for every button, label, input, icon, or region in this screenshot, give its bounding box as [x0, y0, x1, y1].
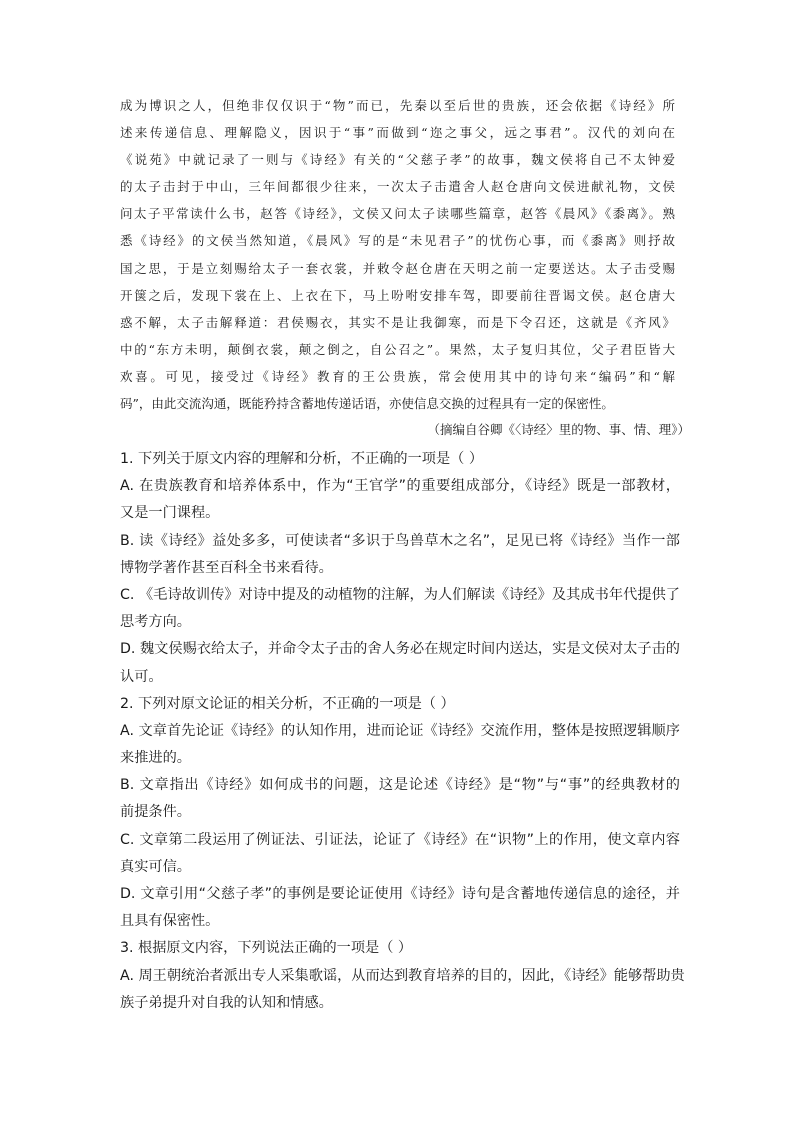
option-a [120, 718, 680, 772]
option-a [120, 473, 680, 527]
passage-line: 述来传递信息、理解隐义，因识于“事”而做到“迩之事父，远之事君”。汉代的刘向在 [120, 125, 675, 141]
option-line: 思考方向。 [120, 614, 191, 631]
passage-line: 惑不解，太子击解释道：君侯赐衣，其实不是让我御寒，而是下令召还，这就是《齐风》 [120, 314, 675, 330]
option-line: A. 文章首先论证《诗经》的认知作用，进而论证《诗经》交流作用，整体是按照逻辑顺序 [120, 722, 680, 739]
question-stem: 1. 下列关于原文内容的理解和分析，不正确的一项是（ ） [120, 451, 484, 467]
question-1 [120, 446, 680, 691]
question-3 [120, 935, 685, 1017]
option-line: A. 周王朝统治者派出专人采集歌谣，从而达到教育培养的目的，因此，《诗经》能够帮助贵 [120, 967, 685, 984]
option-line: 前提条件。 [120, 804, 191, 821]
option-c [120, 827, 680, 881]
option-line: B. 文章指出《诗经》如何成书的问题，这是论述《诗经》是“物”与“事”的经典教材的 [120, 777, 680, 794]
passage-line: 欢喜。可见，接受过《诗经》教育的王公贵族，常会使用其中的诗句来“编码”和“解 [120, 368, 675, 384]
option-line: B. 读《诗经》益处多多，可使读者“多识于鸟兽草木之名”，足见已将《诗经》当作一部 [120, 532, 680, 549]
option-line: 真实可信。 [120, 858, 191, 875]
option-b [120, 772, 680, 826]
option-b [120, 528, 680, 582]
option-line: 认可。 [120, 668, 163, 685]
passage-line: 的太子击封于中山，三年间都很少往来，一次太子击遣舍人赵仓唐向文侯进献礼物，文侯 [120, 179, 675, 195]
option-c [120, 582, 680, 636]
passage-line: 国之思，于是立刻赐给太子一套衣裳，并敕令赵仓唐在天明之前一定要送达。太子击受赐 [120, 260, 675, 276]
passage-excerpt [120, 92, 675, 417]
option-a [120, 963, 685, 1017]
passage-line: 中的“东方未明，颠倒衣裳，颠之倒之，自公召之”。果然，太子复归其位，父子君臣皆大 [120, 341, 675, 357]
option-line: D. 文章引用“父慈子孝”的事例是要论证使用《诗经》诗句是含蓄地传递信息的途径，并 [120, 886, 680, 902]
option-line: C. 《毛诗故训传》对诗中提及的动植物的注解，为人们解读《诗经》及其成书年代提供了 [120, 586, 680, 603]
questions-section [120, 446, 685, 1017]
option-line: 博物学著作甚至百科全书来看待。 [120, 559, 333, 576]
option-d [120, 636, 680, 690]
passage-line: 开箧之后，发现下裳在上、上衣在下，马上吩咐安排车驾，即要前往晋谒文侯。赵仓唐大 [120, 287, 675, 303]
passage-line: 悉《诗经》的文侯当然知道，《晨风》写的是“未见君子”的忧伤心事，而《黍离》则抒故 [120, 233, 675, 249]
option-line: D. 魏文侯赐衣给太子，并命令太子击的舍人务必在规定时间内送达，实是文侯对太子击的 [120, 641, 680, 658]
passage-source: （摘编自谷卿《〈诗经〉里的物、事、情、理》） [427, 422, 690, 437]
option-d [120, 881, 680, 935]
passage-line: 码”，由此交流沟通，既能矜持含蓄地传递话语，亦使信息交换的过程具有一定的保密性。 [120, 396, 614, 412]
question-2 [120, 691, 680, 936]
option-line: A. 在贵族教育和培养体系中，作为“王官学”的重要组成部分，《诗经》既是一部教材， [120, 478, 680, 495]
option-line: 且具有保密性。 [120, 913, 220, 930]
passage-line: 成为博识之人，但绝非仅仅识于“物”而已，先秦以至后世的贵族，还会依据《诗经》所 [120, 98, 675, 113]
option-line: 来推进的。 [120, 750, 191, 767]
option-line: C. 文章第二段运用了例证法、引证法，论证了《诗经》在“识物”上的作用，使文章内容 [120, 831, 680, 848]
option-line: 又是一门课程。 [120, 505, 220, 522]
question-stem: 2. 下列对原文论证的相关分析，不正确的一项是（ ） [120, 695, 455, 712]
option-line: 族子弟提升对自我的认知和情感。 [120, 994, 333, 1011]
question-stem: 3. 根据原文内容，下列说法正确的一项是（ ） [120, 940, 413, 957]
passage-line: 《说苑》中就记录了一则与《诗经》有关的“父慈子孝”的故事，魏文侯将自己不太钟爱 [120, 152, 675, 168]
passage-line: 问太子平常读什么书，赵答《诗经》，文侯又问太子读哪些篇章，赵答《晨风》《黍离》。熟 [120, 206, 675, 222]
